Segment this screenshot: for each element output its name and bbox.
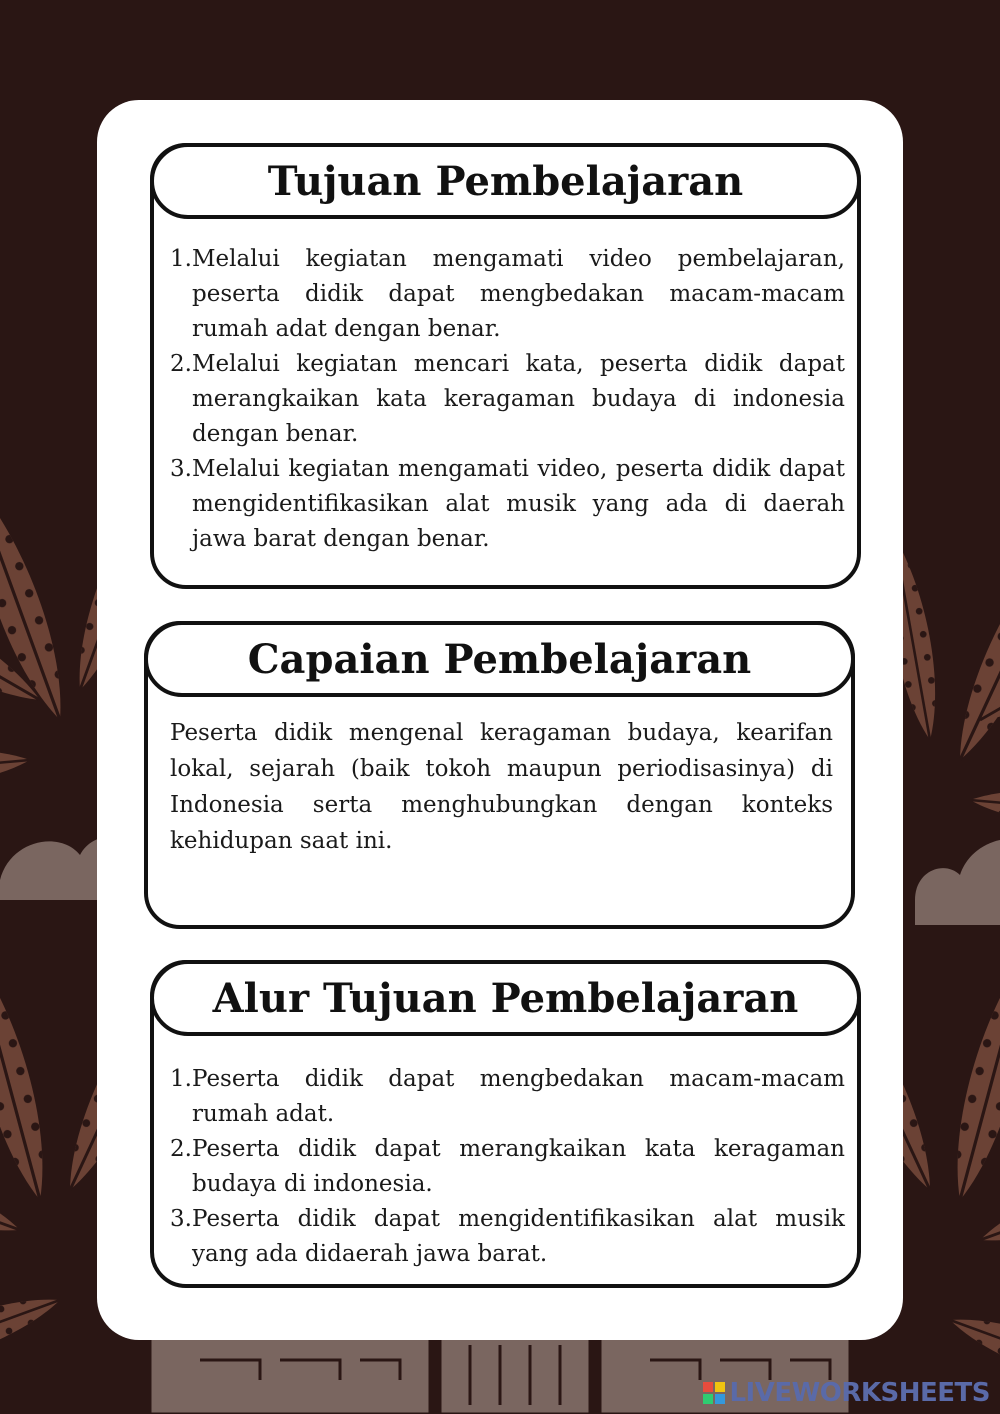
section-alur: [150, 960, 861, 1288]
alur-list: [170, 1062, 845, 1272]
liveworksheets-icon: [703, 1382, 725, 1404]
content-card: [97, 100, 903, 1340]
list-item: [170, 1062, 845, 1132]
list-item: [170, 1132, 845, 1202]
list-item: [170, 242, 845, 347]
list-item-number: 1.: [170, 1066, 192, 1092]
logo-square-icon: [703, 1394, 713, 1404]
list-item: [170, 347, 845, 452]
section-alur-title: Alur Tujuan Pembelajaran: [212, 974, 799, 1022]
list-item-text: Melalui kegiatan mengamati video pembelajaran, peserta didik dapat mengbedakan macam-macam rumah adat dengan benar.: [192, 246, 845, 342]
tujuan-list: [170, 242, 845, 557]
list-item-number: 2.: [170, 351, 192, 377]
list-item-text: Melalui kegiatan mencari kata, peserta didik dapat merangkaikan kata keragaman budaya di indonesia dengan benar.: [192, 351, 845, 447]
list-item: [170, 452, 845, 557]
list-item-number: 2.: [170, 1136, 192, 1162]
section-tujuan: [150, 143, 861, 589]
liveworksheets-text: LIVEWORKSHEETS: [729, 1378, 990, 1408]
logo-square-icon: [715, 1394, 725, 1404]
liveworksheets-logo: [703, 1378, 990, 1408]
cloud-right: [915, 840, 1000, 925]
section-capaian: [144, 621, 855, 929]
logo-square-icon: [715, 1382, 725, 1392]
list-item-number: 3.: [170, 1206, 192, 1232]
capaian-text: Peserta didik mengenal keragaman budaya, kearifan lokal, sejarah (baik tokoh maupun periodisasinya) di Indonesia serta menghubungkan dengan konteks kehidupan saat ini.: [170, 720, 833, 854]
list-item-number: 3.: [170, 456, 192, 482]
section-capaian-header: [144, 621, 855, 697]
list-item-text: Peserta didik dapat mengidentifikasikan alat musik yang ada didaerah jawa barat.: [192, 1206, 845, 1267]
list-item-number: 1.: [170, 246, 192, 272]
list-item-text: Melalui kegiatan mengamati video, peserta didik dapat mengidentifikasikan alat musik yang ada di daerah jawa barat dengan benar.: [192, 456, 845, 552]
list-item: [170, 1202, 845, 1272]
section-capaian-title: Capaian Pembelajaran: [247, 635, 752, 683]
logo-square-icon: [703, 1382, 713, 1392]
section-tujuan-title: Tujuan Pembelajaran: [267, 157, 744, 205]
list-item-text: Peserta didik dapat mengbedakan macam-macam rumah adat.: [192, 1066, 845, 1127]
section-alur-header: [150, 960, 861, 1036]
list-item-text: Peserta didik dapat merangkaikan kata keragaman budaya di indonesia.: [192, 1136, 845, 1197]
section-tujuan-header: [150, 143, 861, 219]
